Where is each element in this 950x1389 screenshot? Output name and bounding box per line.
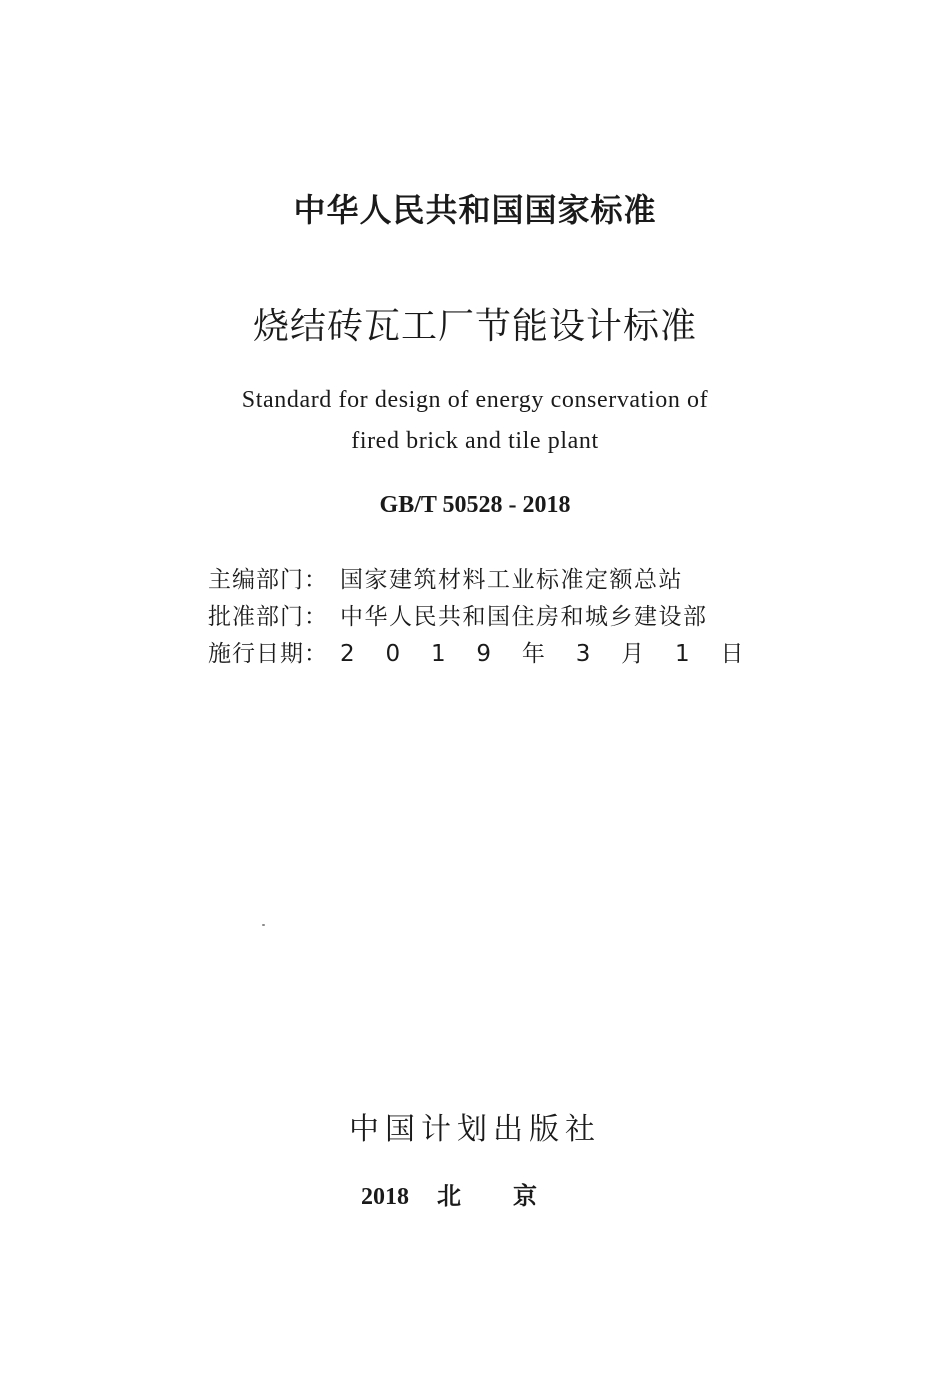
editor-row [208, 562, 753, 599]
effective-date-row [208, 636, 753, 673]
effective-date-label: 施行日期： [208, 641, 328, 667]
effective-date-value [340, 636, 745, 673]
english-title-line-1: Standard for design of energy conservation of [241, 387, 709, 413]
approver-value: 中华人民共和国住房和城乡建设部 [340, 604, 708, 630]
publication-city: 北京 [437, 1184, 589, 1210]
publication-year: 2018 [361, 1184, 409, 1210]
standard-number: GB/T 50528 - 2018 [379, 492, 571, 518]
english-title [0, 380, 950, 462]
date-char: 0 [385, 641, 402, 667]
date-char: 2 [340, 641, 357, 667]
approver-row [208, 599, 753, 636]
date-char: 月 [621, 641, 646, 667]
date-char: 1 [675, 641, 692, 667]
date-char: 1 [430, 641, 448, 667]
publication-place [0, 1176, 950, 1211]
standard-series-title: 中华人民共和国国家标准 [293, 191, 657, 229]
date-char: 日 [720, 641, 745, 667]
english-title-line-2: fired brick and tile plant [351, 428, 599, 454]
date-char: 3 [575, 641, 592, 667]
metadata-block [208, 562, 753, 673]
scan-speck [262, 924, 265, 926]
date-char: 年 [521, 641, 547, 667]
chinese-title: 烧结砖瓦工厂节能设计标准 [252, 306, 697, 347]
editor-label: 主编部门： [208, 567, 328, 593]
approver-label: 批准部门： [208, 604, 328, 630]
editor-value: 国家建筑材料工业标准定额总站 [340, 567, 683, 593]
date-char: 9 [476, 641, 493, 667]
publisher-name: 中国计划出版社 [349, 1112, 601, 1147]
